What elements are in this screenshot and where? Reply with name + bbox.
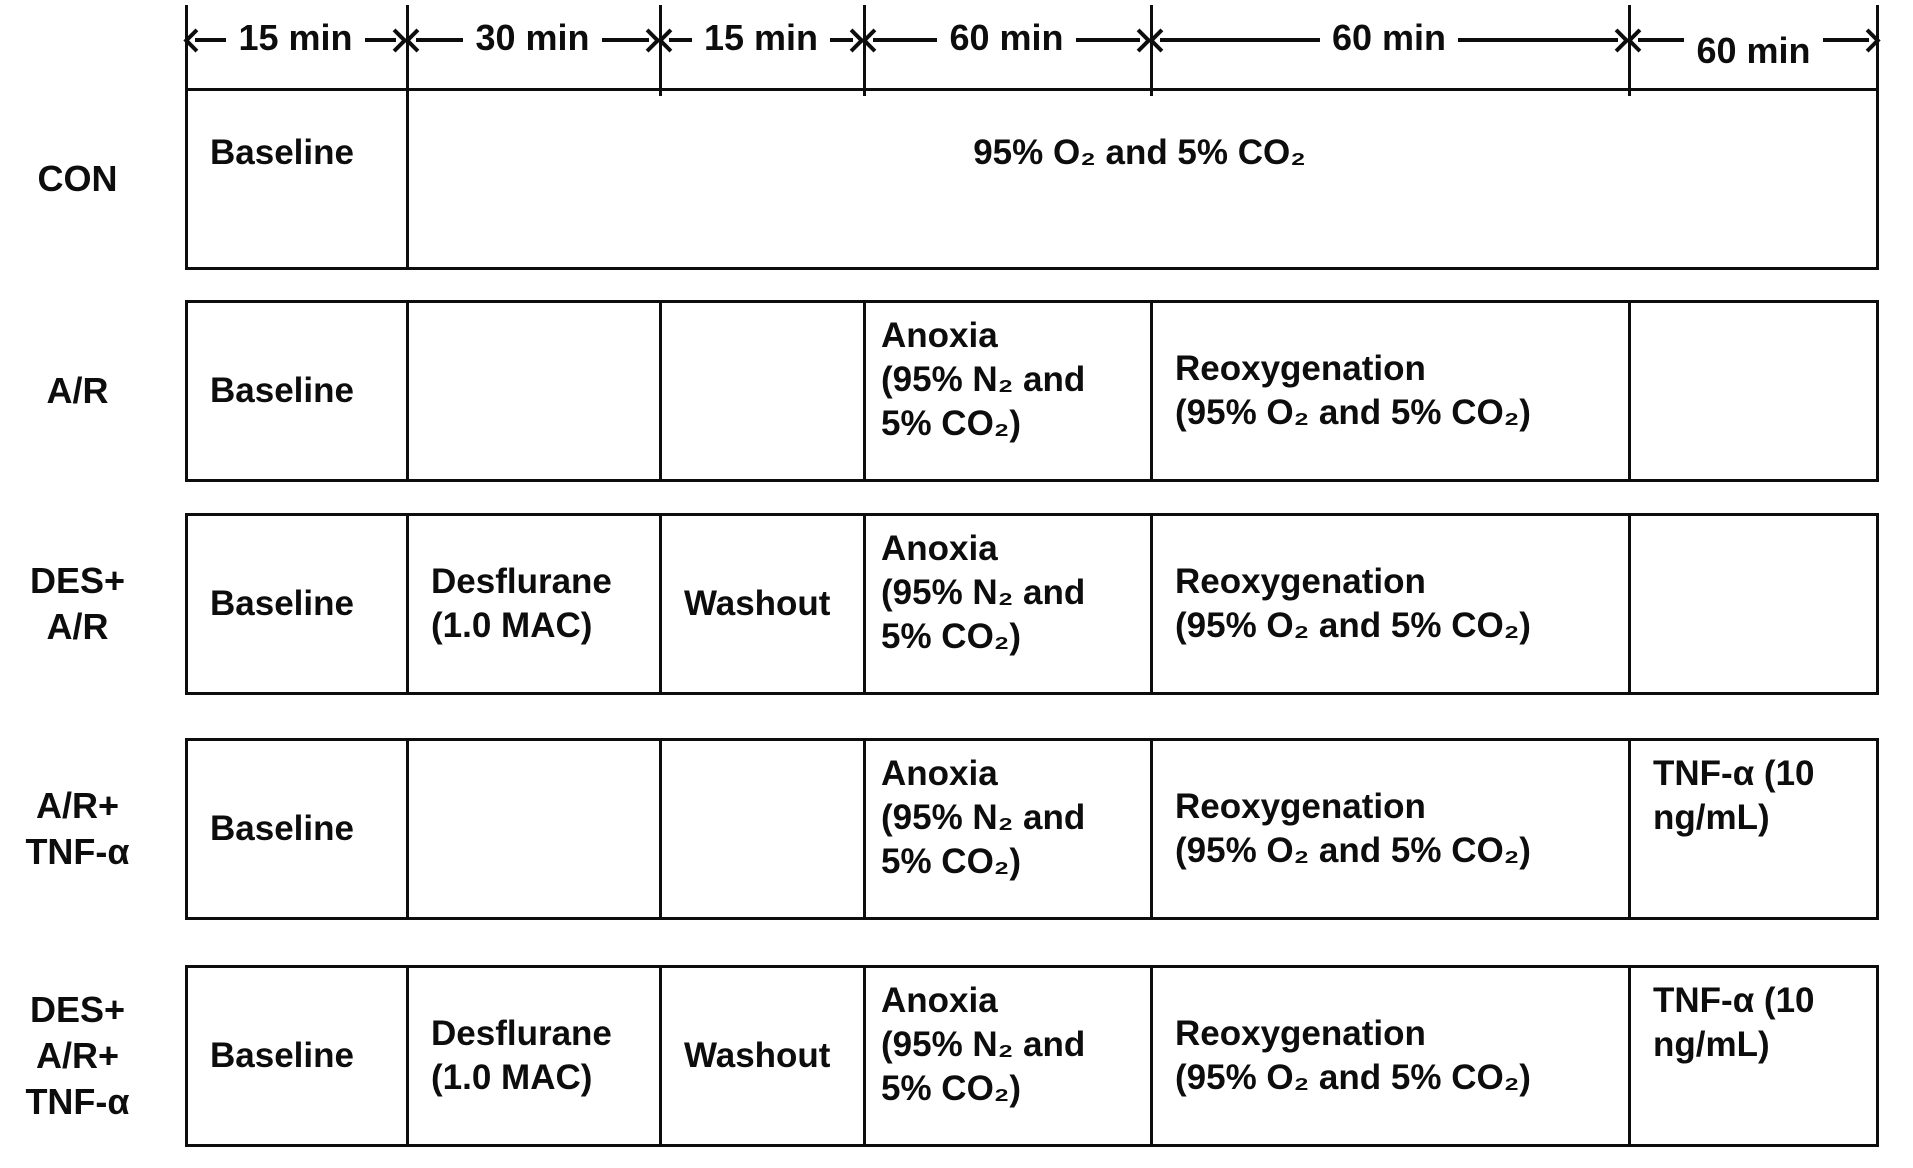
group-row-des-ar-tnf	[0, 965, 1913, 1147]
axis-tick	[659, 5, 662, 96]
cell-text	[881, 527, 1085, 659]
axis-segment-30min	[406, 0, 659, 80]
text-line: Reoxygenation	[1175, 787, 1426, 826]
protocol-row-ar	[185, 300, 1879, 482]
text-line: (95% O₂ and 5% CO₂)	[1175, 831, 1531, 870]
cell-text	[1175, 1012, 1531, 1100]
cell-text	[1175, 347, 1531, 435]
axis-tick	[406, 5, 409, 96]
text-line: ng/mL)	[1653, 1025, 1770, 1064]
axis-segment-15min-1	[185, 0, 406, 80]
time-axis	[185, 0, 1879, 96]
text-line: TNF-α (10	[1653, 981, 1815, 1020]
axis-segment-15min-2	[659, 0, 863, 80]
cell-text: Baseline	[210, 1036, 354, 1075]
axis-label: 15 min	[238, 17, 353, 58]
cell-text	[431, 1012, 612, 1100]
axis-label: 60 min	[1331, 17, 1447, 58]
text-line: 5% CO₂)	[881, 842, 1022, 881]
group-label-line: CON	[37, 158, 118, 199]
cell-text: Baseline	[210, 133, 354, 172]
axis-tick	[1150, 5, 1153, 96]
text-line: (1.0 MAC)	[431, 1058, 593, 1097]
cell-baseline	[188, 91, 409, 267]
axis-tick	[1628, 5, 1631, 96]
text-line: (95% O₂ and 5% CO₂)	[1175, 393, 1531, 432]
cell-tnf	[1631, 968, 1876, 1144]
cell-empty	[662, 741, 866, 917]
protocol-row-con	[185, 88, 1879, 270]
cell-baseline	[188, 741, 409, 917]
axis-segments	[185, 0, 1879, 80]
group-label-line: A/R	[46, 370, 109, 411]
cell-anoxia	[866, 968, 1153, 1144]
cell-text	[881, 979, 1085, 1111]
cell-tnf	[1631, 741, 1876, 917]
axis-segment-60min-2	[1150, 0, 1628, 80]
group-label-line: A/R	[46, 606, 109, 647]
cell-empty	[409, 303, 662, 479]
cell-anoxia	[866, 516, 1153, 692]
cell-text	[1175, 560, 1531, 648]
text-line: (1.0 MAC)	[431, 606, 593, 645]
axis-tick	[185, 5, 188, 96]
cell-empty	[662, 303, 866, 479]
cell-reoxygenation	[1153, 303, 1631, 479]
text-line: 5% CO₂)	[881, 1069, 1022, 1108]
cell-empty	[1631, 516, 1876, 692]
text-line: 5% CO₂)	[881, 617, 1022, 656]
text-line: TNF-α (10	[1653, 754, 1815, 793]
group-label-des-ar	[0, 513, 185, 695]
group-row-des-ar	[0, 513, 1913, 695]
text-line: Desflurane	[431, 562, 612, 601]
group-label-line: DES+	[29, 560, 126, 601]
group-label-line: TNF-α	[25, 831, 130, 872]
cell-text	[1175, 785, 1531, 873]
text-line: (95% N₂ and	[881, 573, 1086, 612]
axis-tick	[1876, 5, 1879, 96]
cell-empty	[409, 741, 662, 917]
group-label-line: DES+	[29, 989, 126, 1030]
cell-text	[881, 752, 1085, 884]
group-label-line: TNF-α	[25, 1081, 130, 1122]
text-line: Desflurane	[431, 1014, 612, 1053]
cell-text: Baseline	[210, 371, 354, 410]
text-line: Reoxygenation	[1175, 1014, 1426, 1053]
cell-con-gas	[409, 91, 1876, 267]
group-row-ar	[0, 300, 1913, 482]
axis-label: 60 min	[949, 17, 1064, 58]
text-line: (95% N₂ and	[881, 360, 1086, 399]
group-row-con	[0, 88, 1913, 270]
cell-text	[881, 314, 1085, 446]
cell-text	[1653, 979, 1815, 1067]
protocol-row-des-ar-tnf	[185, 965, 1879, 1147]
text-line: (95% O₂ and 5% CO₂)	[1175, 1058, 1531, 1097]
cell-reoxygenation	[1153, 516, 1631, 692]
protocol-row-des-ar	[185, 513, 1879, 695]
text-line: 5% CO₂)	[881, 404, 1022, 443]
cell-baseline	[188, 303, 409, 479]
cell-reoxygenation	[1153, 741, 1631, 917]
cell-anoxia	[866, 303, 1153, 479]
cell-text: Washout	[684, 1036, 831, 1075]
cell-anoxia	[866, 741, 1153, 917]
group-label-ar	[0, 300, 185, 482]
cell-text: Baseline	[210, 584, 354, 623]
text-line: Reoxygenation	[1175, 349, 1426, 388]
text-line: ng/mL)	[1653, 798, 1770, 837]
axis-segment-60min-3	[1628, 0, 1879, 80]
text-line: (95% O₂ and 5% CO₂)	[1175, 606, 1531, 645]
cell-washout	[662, 968, 866, 1144]
text-line: (95% N₂ and	[881, 1025, 1086, 1064]
axis-label: 30 min	[475, 17, 590, 58]
text-line: Anoxia	[881, 754, 998, 793]
cell-desflurane	[409, 968, 662, 1144]
text-line: Anoxia	[881, 316, 998, 355]
protocol-row-ar-tnf	[185, 738, 1879, 920]
axis-label: 15 min	[703, 17, 819, 58]
cell-text: 95% O₂ and 5% CO₂	[973, 133, 1306, 172]
axis-tick	[863, 5, 866, 96]
group-label-line: A/R+	[35, 785, 120, 826]
group-label-con	[0, 88, 185, 270]
axis-label: 60 min	[1696, 30, 1811, 71]
text-line: Anoxia	[881, 529, 998, 568]
cell-empty	[1631, 303, 1876, 479]
text-line: (95% N₂ and	[881, 798, 1086, 837]
cell-reoxygenation	[1153, 968, 1631, 1144]
axis-segment-60min-1	[863, 0, 1150, 80]
group-label-ar-tnf	[0, 738, 185, 920]
cell-text: Baseline	[210, 809, 354, 848]
text-line: Anoxia	[881, 981, 998, 1020]
text-line: Reoxygenation	[1175, 562, 1426, 601]
cell-text: Washout	[684, 584, 831, 623]
cell-text	[1653, 752, 1815, 840]
group-label-line: A/R+	[35, 1035, 120, 1076]
group-row-ar-tnf	[0, 738, 1913, 920]
cell-baseline	[188, 516, 409, 692]
axis-line	[1458, 38, 1618, 42]
group-label-des-ar-tnf	[0, 965, 185, 1147]
cell-text	[431, 560, 612, 648]
axis-line	[1160, 38, 1320, 42]
cell-baseline	[188, 968, 409, 1144]
cell-washout	[662, 516, 866, 692]
cell-desflurane	[409, 516, 662, 692]
